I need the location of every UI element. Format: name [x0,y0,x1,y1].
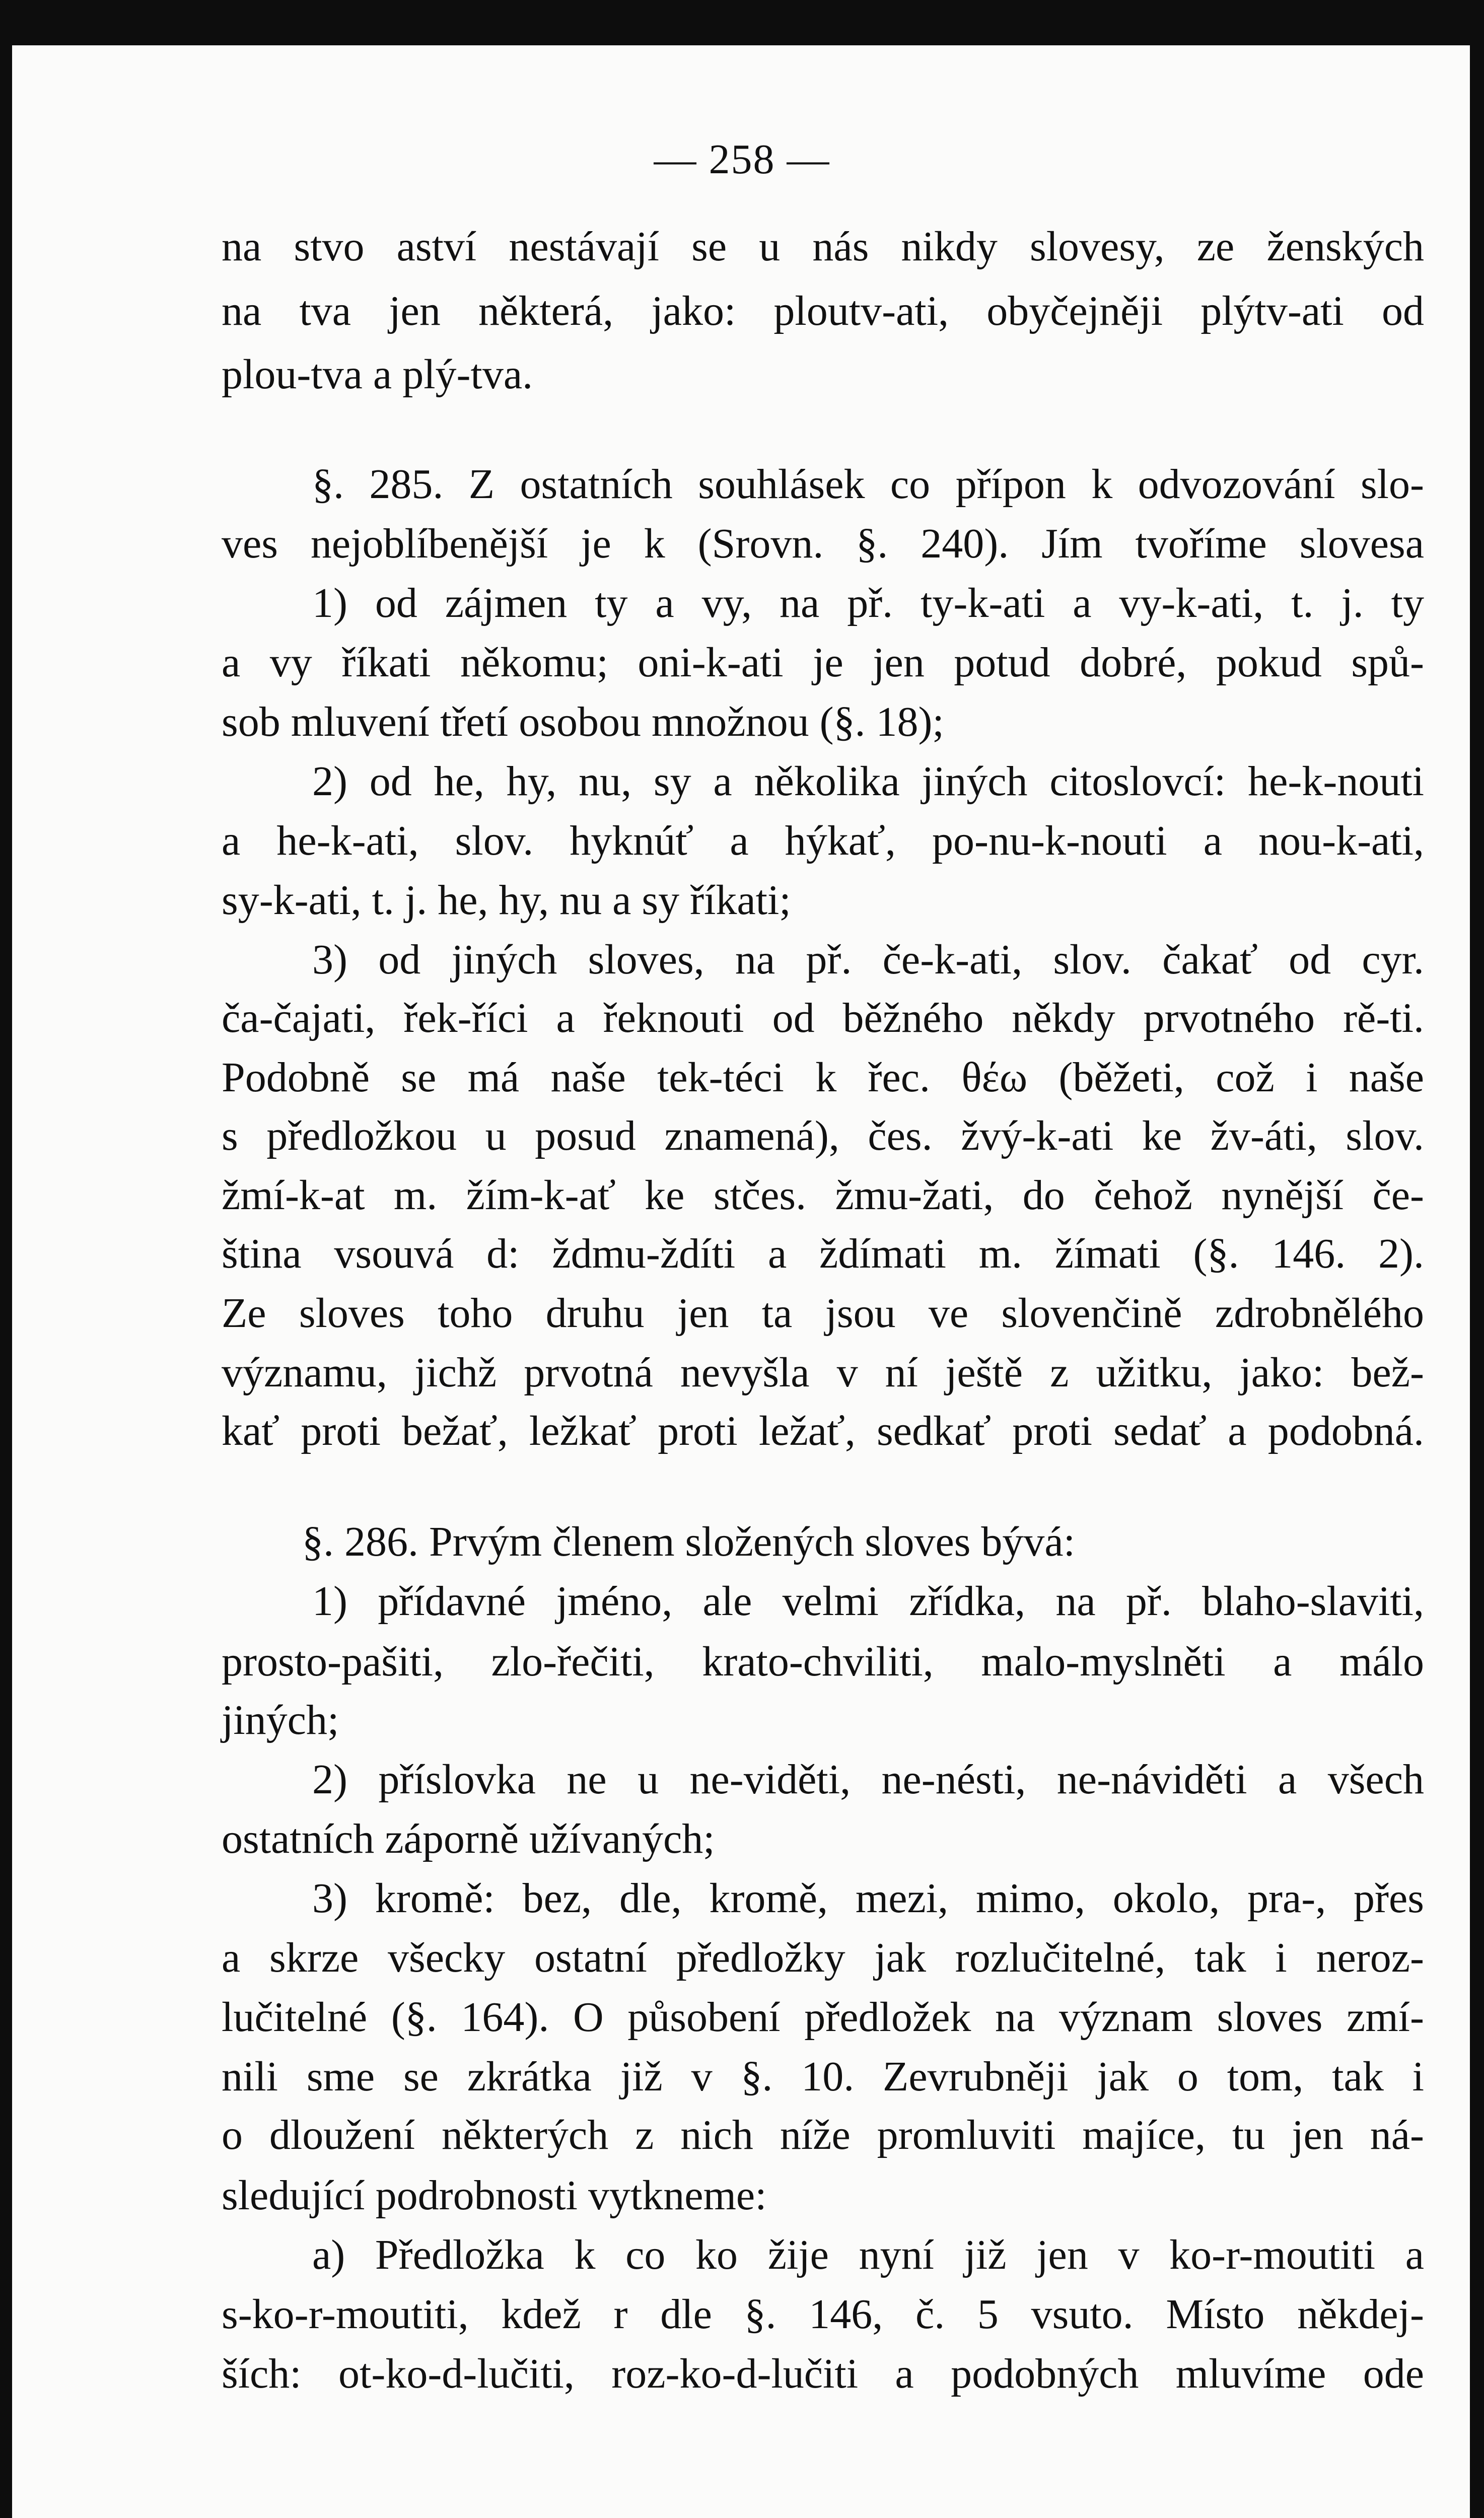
text-line: sob mluvení třetí osobou množnou (§. 18); [222,698,944,745]
text-line: jiných; [222,1697,339,1743]
text-line: prosto-pašiti, zlo-řečiti, krato-chviliti, malo-myslněti a málo [222,1638,1424,1685]
text-line: významu, jichž prvotná nevyšla v ní ještě z užitku, jako: bež- [222,1349,1424,1396]
page-number: — 258 — [654,136,830,183]
text-line: a vy říkati někomu; oni-k-ati je jen potud dobré, pokud spů- [222,639,1424,686]
text-line: na stvo aství nestávají se u nás nikdy slovesy, ze ženských [222,223,1424,270]
text-line: sy-k-ati, t. j. he, hy, nu a sy říkati; [222,877,791,924]
text-line: s-ko-r-moutiti, kdež r dle §. 146, č. 5 vsuto. Místo někdej- [222,2291,1424,2338]
text-line: Podobně se má naše tek-téci k řec. θέω (běžeti, což i naše [222,1054,1424,1101]
text-line: plou-tva a plý-tva. [222,351,533,398]
text-line: lučitelné (§. 164). O působení předložek na význam sloves zmí- [222,1994,1424,2041]
text-line: Ze sloves toho druhu jen ta jsou ve slovenčině zdrobnělého [222,1290,1424,1337]
text-line: 3) od jiných sloves, na př. če-k-ati, slov. čakať od cyr. [312,936,1424,983]
text-line: a skrze všecky ostatní předložky jak rozlučitelné, tak i neroz- [222,1934,1424,1981]
text-line: ština vsouvá d: ždmu-ždíti a ždímati m. žímati (§. 146. 2). [222,1230,1424,1277]
text-line: a) Předložka k co ko žije nyní již jen v ko-r-moutiti a [312,2231,1424,2278]
text-line: na tva jen některá, jako: ploutv-ati, obyčejněji plýtv-ati od [222,288,1424,334]
text-line: 1) přídavné jméno, ale velmi zřídka, na př. blaho-slaviti, [312,1578,1424,1625]
text-line: o dloužení některých z nich níže promluviti majíce, tu jen ná- [222,2112,1424,2158]
text-line: kať proti bežať, ležkať proti ležať, sedkať proti sedať a podobná. [222,1408,1424,1454]
text-line: žmí-k-at m. žím-k-ať ke stčes. žmu-žati, do čehož nynější če- [222,1172,1424,1219]
scan-border-right [1470,0,1484,2518]
text-line: ostatních záporně užívaných; [222,1815,715,1862]
text-line: nili sme se zkrátka již v §. 10. Zevrubněji jak o tom, tak i [222,2053,1424,2100]
text-line: a he-k-ati, slov. hyknúť a hýkať, po-nu-k-nouti a nou-k-ati, [222,817,1424,864]
text-line: ších: ot-ko-d-lučiti, roz-ko-d-lučiti a podobných mluvíme ode [222,2350,1424,2397]
scan-border-top [0,0,1484,45]
text-line: s předložkou u posud znamená), čes. žvý-k-ati ke žv-áti, slov. [222,1112,1424,1159]
text-line: §. 285. Z ostatních souhlásek co přípon k odvozování slo- [312,461,1424,508]
text-line: §. 286. Prvým členem složených sloves bývá: [302,1518,1076,1565]
text-line: 1) od zájmen ty a vy, na př. ty-k-ati a vy-k-ati, t. j. ty [312,580,1424,626]
text-line: sledující podrobnosti vytkneme: [222,2172,767,2219]
text-line: 3) kromě: bez, dle, kromě, mezi, mimo, okolo, pra-, přes [312,1875,1424,1922]
text-line: ča-čajati, řek-říci a řeknouti od běžného někdy prvotného rě-ti. [222,995,1424,1041]
text-line: ves nejoblíbenější je k (Srovn. §. 240). Jím tvoříme slovesa [222,520,1424,567]
text-line: 2) příslovka ne u ne-viděti, ne-nésti, ne-náviděti a všech [312,1756,1424,1803]
scan-border-left [0,0,12,2518]
text-line: 2) od he, hy, nu, sy a několika jiných citoslovcí: he-k-nouti [312,758,1424,805]
